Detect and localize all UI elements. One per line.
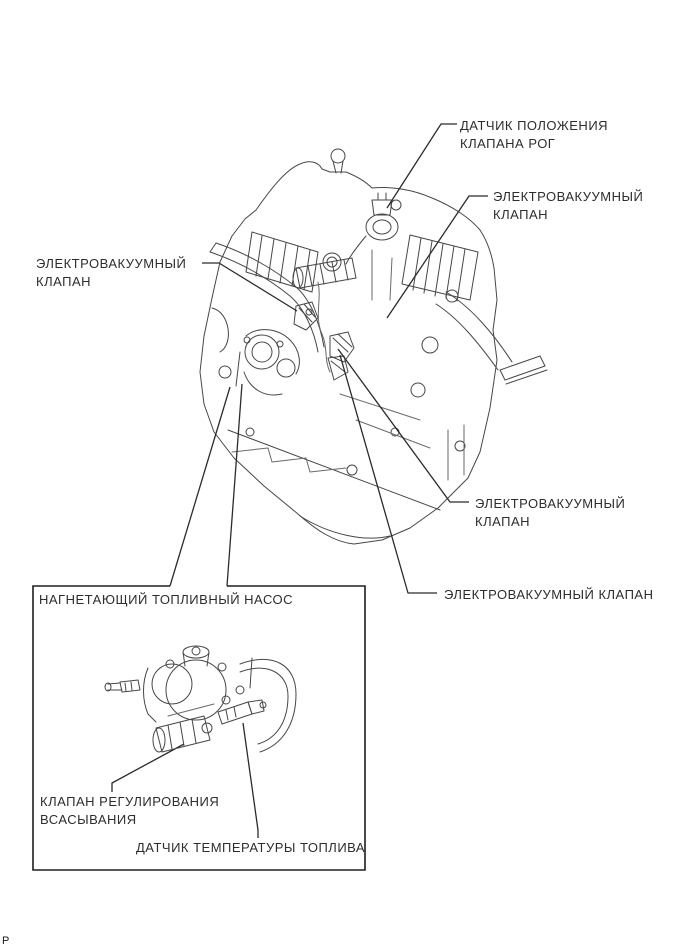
fuel-pump-illustration: [105, 646, 296, 752]
funnel-line-left: [170, 387, 230, 586]
label-vacuum-valve-lower-right: [444, 586, 653, 604]
leader-fuel-temperature-sensor: [243, 723, 258, 838]
label-vacuum-valve-mid-right-line2: КЛАПАН: [475, 514, 531, 529]
label-vacuum-valve-left-line1: ЭЛЕКТРОВАКУУМНЫЙ: [36, 256, 187, 271]
label-suction-control-valve-line2: ВСАСЫВАНИЯ: [40, 812, 137, 827]
label-vacuum-valve-left: [36, 255, 186, 291]
label-vacuum-valve-upper-right-line2: КЛАПАН: [493, 207, 549, 222]
leader-suction-control-valve: [112, 744, 184, 792]
egr-valve-icon: [346, 193, 401, 264]
label-supply-pump-title: [39, 591, 293, 609]
label-fuel-temperature-sensor: [136, 839, 365, 857]
label-vacuum-valve-upper-right-line1: ЭЛЕКТРОВАКУУМНЫЙ: [493, 189, 644, 204]
label-fuel-temperature-sensor-text: ДАТЧИК ТЕМПЕРАТУРЫ ТОПЛИВА: [136, 840, 366, 855]
label-egr-position-sensor-line2: КЛАПАНА РОГ: [460, 136, 556, 151]
suction-control-valve-icon: [153, 716, 212, 752]
label-supply-pump-title-text: НАГНЕТАЮЩИЙ ТОПЛИВНЫЙ НАСОС: [39, 592, 294, 607]
label-suction-control-valve: [40, 793, 219, 829]
label-suction-control-valve-line1: КЛАПАН РЕГУЛИРОВАНИЯ: [40, 794, 220, 809]
leader-vacuum-valve-upper-right: [387, 196, 488, 318]
leader-egr-position-sensor: [387, 124, 457, 208]
leader-vacuum-valve-left: [202, 263, 297, 311]
label-vacuum-valve-upper-right: [493, 188, 643, 224]
funnel-line-right: [227, 384, 242, 586]
label-vacuum-valve-mid-right-line1: ЭЛЕКТРОВАКУУМНЫЙ: [475, 496, 626, 511]
label-vacuum-valve-left-line2: КЛАПАН: [36, 274, 92, 289]
vacuum-valve-left-icon: [294, 302, 318, 330]
label-egr-position-sensor: [460, 117, 608, 153]
label-vacuum-valve-lower-right-text: ЭЛЕКТРОВАКУУМНЫЙ КЛАПАН: [444, 587, 654, 602]
label-egr-position-sensor-line1: ДАТЧИК ПОЛОЖЕНИЯ: [460, 118, 609, 133]
page-footnote-text: P: [2, 935, 10, 947]
label-vacuum-valve-mid-right: [475, 495, 625, 531]
page-footnote: [2, 935, 9, 947]
callout-leader-lines: [112, 124, 488, 838]
vacuum-valve-cluster-icon: [328, 332, 354, 380]
supply-pump-on-engine-icon: [236, 330, 299, 395]
